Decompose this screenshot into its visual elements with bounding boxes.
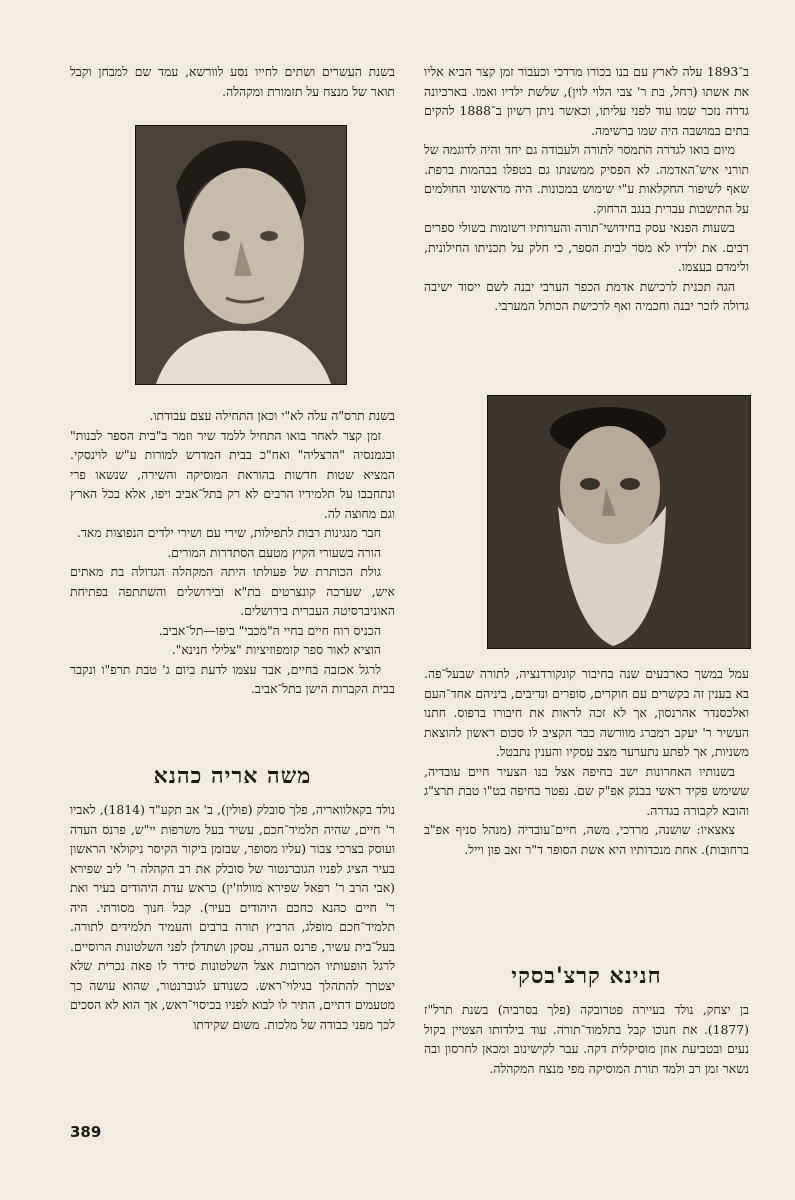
- page-number: 389: [70, 1123, 102, 1141]
- paragraph: בשנותיו האחרונות ישב בחיפה אצל בנו הצעיר חיים עובדיה, ששימש פקיד ראשי בבנק אפ"ק שם. נפטר בחיפה בט"ו טבת תרצ"ג והובא לקבורה בגדרה.: [424, 763, 749, 818]
- portrait-photo-man: [135, 125, 347, 385]
- paragraph: חבר מנגינות רבות לתפילות, שירי עם ושירי ילדים הנפוצות מאד.: [77, 525, 381, 540]
- paragraph: הורה בשעורי הקיץ מטעם הסתדרות המורים.: [167, 544, 381, 560]
- right-column-bio-text: [424, 1000, 749, 1078]
- section-heading: משה אריה כהנא: [153, 763, 312, 789]
- paragraph: בשנת העשרים ושתים לחייו נסע לוורשא, עמד שם למבחן וקבל תואר של מנצח על תזמורת ומקהלה.: [70, 64, 395, 99]
- left-column-middle-text: [70, 406, 395, 699]
- paragraph: הגה תכנית לרכישת אדמת הכפר הערבי יבנה לשם ייסוד ישיבה גדולה לזכר יבנה וחכמיה ואף לרכישת הכותל המערבי.: [424, 278, 749, 313]
- portrait-photo-bearded-man: [487, 395, 751, 649]
- paragraph: מיום בואו לגדרה התמסר לתורה ולעבודה גם יחד והיה לדוגמה של תורני איש־האדמה. לא הפסיק ממשנתו גם בטפלו בבהמות ברפת. שאף לשיפור החקלאות ע"י שימוש במכונות. היה מראשוני החולמים על התישבות עברית בנגב הרחוק.: [424, 142, 749, 216]
- right-column-bottom-text: [424, 664, 749, 859]
- left-column-bio-text: [70, 800, 395, 1034]
- paragraph: גולת הכותרת של פעולתו היתה המקהלה הגדולה בת מאתים איש, שערכה קונצרטים בת"א ובירושלים והשתתפה בפתיחת האוניברסיטה העברית בירושלים.: [70, 564, 395, 618]
- paragraph: הוציא לאור ספר קומפוזיציות "צלילי חנינא".: [171, 642, 381, 657]
- paragraph: זמן קצר לאחר בואו התחיל ללמד שיר וזמר ב"בית הספר לבנות" ובגמנסיה "הרצליה" ואח"כ בבית המדרש למורות ע"ש לוינסקי. המציא שטות חדשות בהוראת המוסיקה והשירה, שנשאו פרי ונתחבבו על תלמידיו הרבים לא רק בתל־אביב ויפו, אלא בכל הארץ וגם מחוצה לה.: [70, 427, 395, 521]
- right-column-top-text: [424, 62, 749, 316]
- left-column-top-text: [70, 62, 395, 101]
- paragraph: נולד בקאלוואריה, פלך סובלק (פולין), ב' אב תקע"ד (1814), לאביו ר' חיים, שהיה תלמיד־חכם, עשיר בעל משרפות יי"ש, פרנס העדה ועוסק בצרכי צבור (עליו מסופר, שבזמן ביקור הקיסר ניקולאי הראשון בעיר הציג לפניו הגוברנטור של סובלק את רב הקהלה ר' ליב שפירא (אבי הרב ר' רפאל שפירא מוולוז'ין) כראש עדת היהודים בעיר ואת ר' חיים כהנא כחכם היהודים בעיר). קבל חנוך מסורתי. היה תלמיד־חכם מופלג, הרביץ תורה ברבים והעמיד תלמידים לתורה. בעל־בית עשיר, פרנס העדה, עסקן ושתדלן לפני השלטונות הרוסיים. לרגל הופעותיו המרובות אצל השלטונות סידר לו פאה נכרית שלא יצטרך להתהלך בגילוי־ראש. כשנודע לגוברנטור, שהוא עושה כך מטעמים דתיים, התיר לו לבוא לפניו בכיסוי־ראש, אך הוא לא הסכים לכך מפני כבודה של מלכות. משום שקידתו: [70, 802, 395, 1032]
- paragraph: בשנת תרס"ה עלה לא"י וכאן התחילה עצם עבודתו.: [149, 408, 395, 423]
- paragraph: הכניס רוח חיים בחיי ה"מכבי" ביפו—תל־אביב.: [158, 622, 381, 638]
- paragraph: בשעות הפנאי עסק בחידושי־תורה והערותיו רשומות בשולי ספרים רבים. את ילדיו לא מסר לבית הספר, כי חלק על תכניתו החילונית, ולימדם בעצמו.: [424, 220, 749, 274]
- section-heading: חנינא קרצ'בסקי: [511, 963, 662, 989]
- paragraph: בן יצחק, נולד בעיירה פטרובקה (פלך בסרביה) בשנת תרל"ז (1877). את חנוכו קבל בתלמוד־תורה. עוד בילדותו הצטיין בקול נעים ובטביעת אוזן מוסיקלית דקה. עבר לקישינוב ומכאן לחרסון ובה נשאר זמן רב ולמד תורת המוסיקה מפי מנצח המקהלה.: [424, 1002, 749, 1076]
- paragraph: צאצאיו: שושנה, מרדכי, משה, חיים־עובדיה (מנהל סניף אפ"ב ברחובות). אחת מנכדותיו היא אשת הסופר ד"ר זאב פון וייל.: [424, 822, 749, 857]
- paragraph: ב־1893 עלה לארץ עם בנו בכורו מרדכי וכעבור זמן קצר הביא אליו את אשתו (רחל, בת ר' צבי הלוי לוין), שלשת ילדיו ואמו. בארכיונה גדרה נזכר שמו עוד לפני עליתו, וכאשר ניתן רשיון ב־1888 להקים בתים במושבה היה שמו ברשימה.: [424, 64, 749, 138]
- paragraph: לרגל אכזבה בחיים, אבד עצמו לדעת ביום ג' טבת תרפ"ו ונקבר בבית הקברות הישן בתל־אביב.: [70, 661, 395, 696]
- paragraph: עמל במשך כארבעים שנה בחיבור קונקורדנציה, לתורה שבעל־פה. בא בענין זה בקשרים עם חוקרים, סופרים ונדיבים, ביניהם אחד־העם ואלכסנדר אהרנסון, אך לא זכה לראות את חיבורו בדפוס. חתנו העשיר ר' יעקב רמברג מוורשה כבר הקציב לו סכום ראשון להוצאת משניות, אך לפתע נתערער מצב עסקיו והענין נתבטל.: [424, 666, 749, 759]
